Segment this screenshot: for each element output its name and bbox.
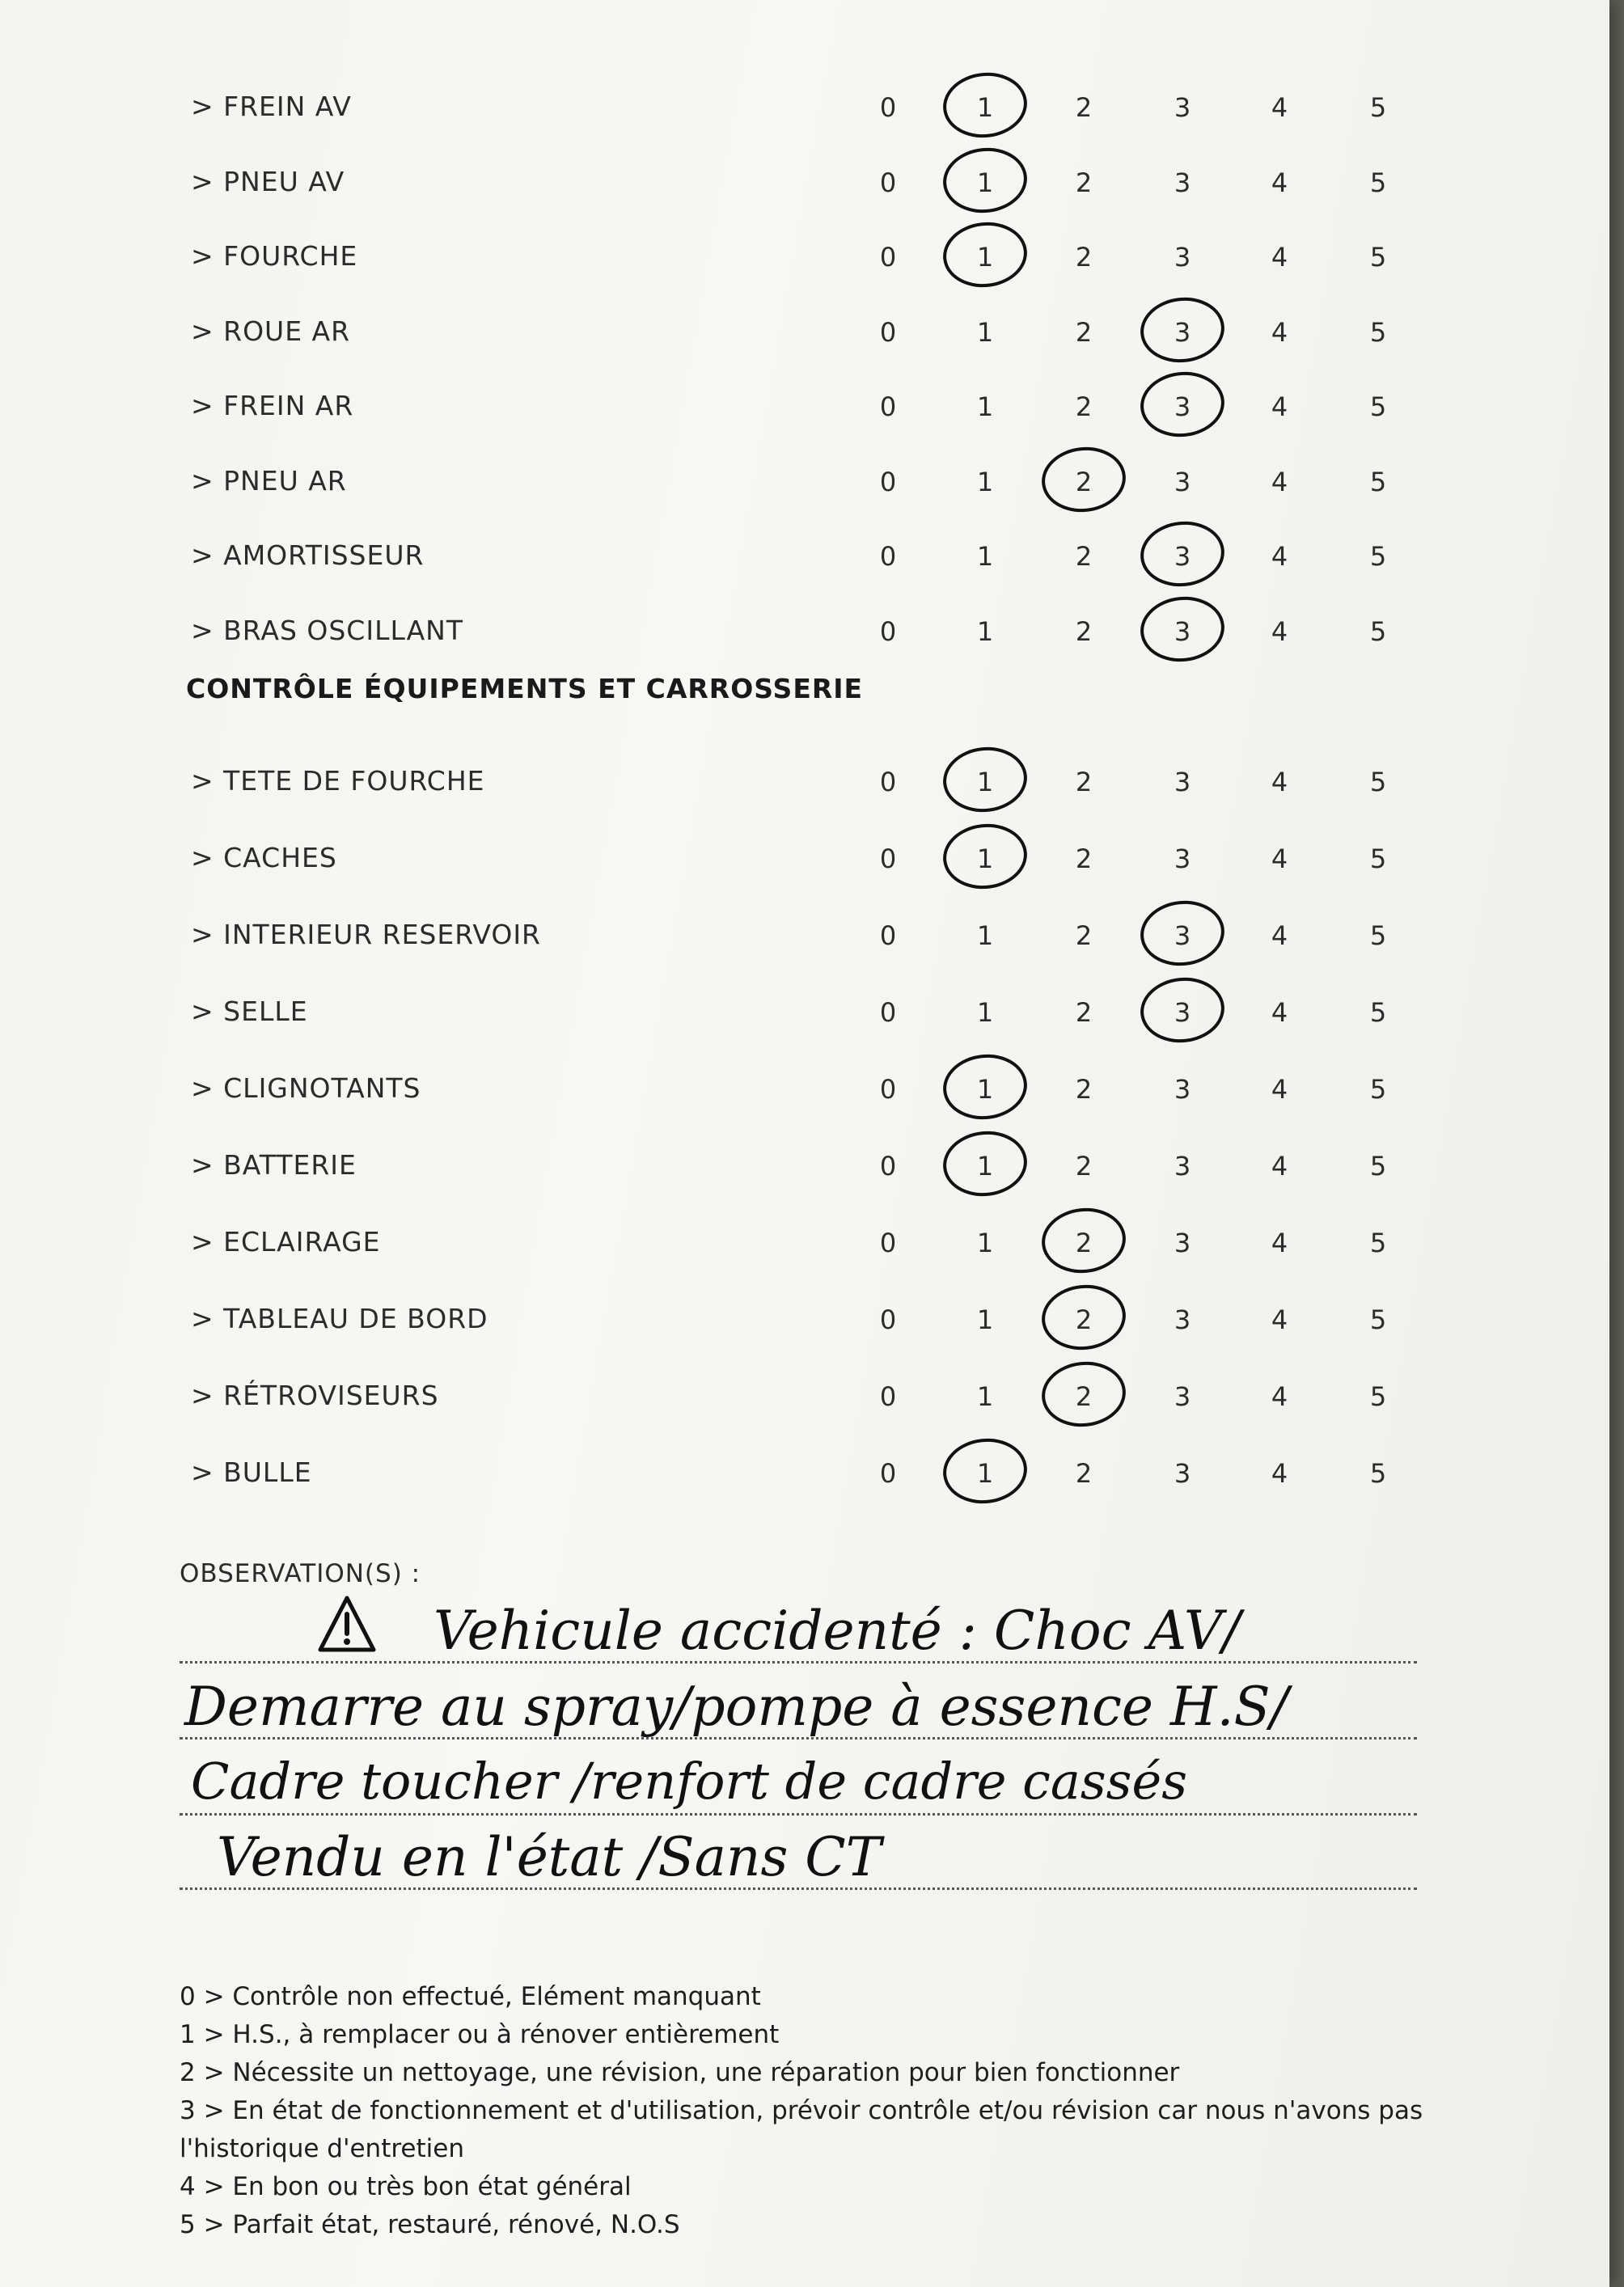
rating-option: 3 [1174, 1304, 1191, 1335]
selected-rating-circle [940, 1127, 1030, 1200]
rating-option: 2 [1075, 1458, 1093, 1489]
rating-row-label: > PNEU AR [191, 464, 347, 497]
rating-row [0, 1440, 1609, 1505]
rating-option: 1 [976, 92, 994, 123]
rating-option: 4 [1271, 843, 1288, 874]
rating-option: 4 [1271, 391, 1288, 422]
legend-item: 1 > H.S., à remplacer ou à rénover entièrement [180, 2020, 780, 2049]
legend-item: 2 > Nécessite un nettoyage, une révision, une réparation pour bien fonctionner [180, 2058, 1180, 2087]
rating-row-label: > RÉTROVISEURS [191, 1380, 439, 1411]
rating-row-label: > ECLAIRAGE [191, 1226, 381, 1258]
rating-option: 0 [879, 1151, 897, 1182]
rating-row-label: > CACHES [191, 842, 337, 873]
rating-row [0, 299, 1609, 364]
rating-option: 3 [1174, 1381, 1191, 1412]
rating-option: 3 [1174, 242, 1191, 273]
rating-legend [180, 1978, 1441, 2244]
rating-option: 2 [1075, 541, 1093, 572]
rating-option: 5 [1369, 843, 1387, 874]
rating-row [0, 598, 1609, 663]
observation-text-3: Cadre toucher /renfort de cadre cassés [191, 1752, 1188, 1811]
rating-option: 0 [879, 167, 897, 198]
rating-option: 0 [879, 1458, 897, 1489]
observation-line [180, 1813, 1417, 1816]
rating-option: 2 [1075, 92, 1093, 123]
rating-option: 3 [1174, 541, 1191, 572]
rating-row [0, 826, 1609, 890]
rating-row [0, 150, 1609, 214]
rating-option: 1 [976, 615, 994, 647]
rating-option: 0 [879, 615, 897, 647]
selected-rating-circle [1038, 1281, 1129, 1354]
rating-option: 2 [1075, 391, 1093, 422]
rating-row [0, 374, 1609, 438]
rating-option: 0 [879, 92, 897, 123]
rating-option: 0 [879, 1304, 897, 1335]
rating-option: 0 [879, 1074, 897, 1105]
observations-label: OBSERVATION(S) : [180, 1559, 421, 1588]
selected-rating-circle [1137, 897, 1228, 970]
rating-option: 1 [976, 767, 994, 797]
rating-option: 0 [879, 391, 897, 422]
rating-option: 2 [1075, 1381, 1093, 1412]
legend-item: 5 > Parfait état, restauré, rénové, N.O.S [180, 2210, 680, 2239]
rating-option: 3 [1174, 1458, 1191, 1489]
rating-option: 3 [1174, 767, 1191, 797]
selected-rating-circle [940, 743, 1030, 816]
rating-option: 4 [1271, 242, 1288, 273]
rating-option: 2 [1075, 1151, 1093, 1182]
rating-option: 5 [1369, 1074, 1387, 1105]
rating-option: 0 [879, 1228, 897, 1258]
rating-option: 5 [1369, 997, 1387, 1028]
rating-option: 1 [976, 466, 994, 497]
rating-option: 1 [976, 391, 994, 422]
rating-option: 5 [1369, 615, 1387, 647]
rating-option: 1 [976, 1151, 994, 1182]
rating-option: 4 [1271, 997, 1288, 1028]
rating-option: 1 [976, 1074, 994, 1105]
rating-option: 0 [879, 843, 897, 874]
rating-option: 3 [1174, 167, 1191, 198]
rating-option: 1 [976, 1458, 994, 1489]
rating-row-label: > PNEU AV [191, 165, 345, 197]
rating-row [0, 749, 1609, 814]
rating-option: 1 [976, 242, 994, 273]
selected-rating-circle [940, 1050, 1030, 1123]
rating-option: 4 [1271, 1304, 1288, 1335]
selected-rating-circle [940, 1435, 1030, 1507]
rating-option: 2 [1075, 316, 1093, 348]
rating-option: 5 [1369, 391, 1387, 422]
rating-option: 1 [976, 167, 994, 198]
selected-rating-circle [1038, 1204, 1129, 1277]
selected-rating-circle [1137, 974, 1228, 1046]
rating-row-label: > CLIGNOTANTS [191, 1072, 421, 1104]
rating-option: 2 [1075, 167, 1093, 198]
rating-option: 1 [976, 1228, 994, 1258]
rating-option: 5 [1369, 316, 1387, 348]
rating-option: 1 [976, 1304, 994, 1335]
observation-text-2: Demarre au spray/pompe à essence H.S/ [184, 1676, 1288, 1738]
rating-option: 2 [1075, 767, 1093, 797]
rating-row-label: > SELLE [191, 996, 308, 1027]
observation-text-4: Vendu en l'état /Sans CT [217, 1826, 882, 1888]
rating-option: 2 [1075, 242, 1093, 273]
selected-rating-circle [940, 69, 1030, 142]
rating-option: 4 [1271, 615, 1288, 647]
rating-option: 2 [1075, 1304, 1093, 1335]
rating-option: 3 [1174, 316, 1191, 348]
rating-row-label: > BRAS OSCILLANT [191, 614, 464, 646]
rating-option: 3 [1174, 997, 1191, 1028]
rating-option: 1 [976, 997, 994, 1028]
rating-option: 5 [1369, 242, 1387, 273]
rating-row-label: > INTERIEUR RESERVOIR [191, 919, 541, 950]
selected-rating-circle [1038, 1358, 1129, 1431]
rating-option: 1 [976, 920, 994, 951]
rating-option: 0 [879, 466, 897, 497]
rating-option: 0 [879, 1381, 897, 1412]
selected-rating-circle [940, 218, 1030, 291]
rating-option: 3 [1174, 843, 1191, 874]
rating-option: 5 [1369, 920, 1387, 951]
rating-option: 1 [976, 843, 994, 874]
legend-item: 4 > En bon ou très bon état général [180, 2172, 632, 2201]
rating-row-label: > BATTERIE [191, 1149, 357, 1181]
rating-option: 0 [879, 242, 897, 273]
rating-row-label: > FREIN AR [191, 390, 354, 421]
rating-row [0, 224, 1609, 289]
rating-option: 4 [1271, 1074, 1288, 1105]
selected-rating-circle [1137, 518, 1228, 590]
rating-option: 2 [1075, 920, 1093, 951]
rating-row [0, 1363, 1609, 1428]
rating-option: 0 [879, 316, 897, 348]
rating-row-label: > ROUE AR [191, 315, 351, 347]
rating-option: 4 [1271, 767, 1288, 797]
rating-option: 5 [1369, 1151, 1387, 1182]
rating-option: 0 [879, 541, 897, 572]
selected-rating-circle [1137, 592, 1228, 665]
rating-option: 4 [1271, 167, 1288, 198]
rating-option: 5 [1369, 767, 1387, 797]
rating-option: 2 [1075, 615, 1093, 647]
rating-row [0, 1133, 1609, 1198]
rating-row-label: > TABLEAU DE BORD [191, 1303, 488, 1334]
rating-option: 3 [1174, 1228, 1191, 1258]
rating-option: 0 [879, 767, 897, 797]
rating-option: 3 [1174, 1151, 1191, 1182]
rating-option: 1 [976, 541, 994, 572]
rating-row-label: > FOURCHE [191, 240, 358, 272]
rating-option: 0 [879, 997, 897, 1028]
rating-option: 4 [1271, 1381, 1288, 1412]
legend-item: 3 > En état de fonctionnement et d'utilisation, prévoir contrôle et/ou révision car nous n'avons pas l'historique d'entretien [180, 2096, 1423, 2163]
rating-option: 3 [1174, 1074, 1191, 1105]
rating-row [0, 449, 1609, 514]
rating-option: 4 [1271, 316, 1288, 348]
rating-option: 0 [879, 920, 897, 951]
rating-row [0, 1287, 1609, 1351]
rating-option: 5 [1369, 541, 1387, 572]
rating-option: 4 [1271, 920, 1288, 951]
rating-option: 3 [1174, 92, 1191, 123]
rating-option: 1 [976, 1381, 994, 1412]
rating-option: 2 [1075, 466, 1093, 497]
rating-option: 3 [1174, 466, 1191, 497]
rating-row [0, 523, 1609, 588]
rating-option: 5 [1369, 1304, 1387, 1335]
rating-option: 2 [1075, 1074, 1093, 1105]
rating-option: 5 [1369, 92, 1387, 123]
rating-option: 4 [1271, 92, 1288, 123]
rating-option: 2 [1075, 997, 1093, 1028]
selected-rating-circle [940, 820, 1030, 893]
rating-option: 4 [1271, 1228, 1288, 1258]
rating-option: 3 [1174, 920, 1191, 951]
rating-option: 4 [1271, 466, 1288, 497]
rating-row-label: > TETE DE FOURCHE [191, 765, 485, 797]
rating-row [0, 903, 1609, 967]
observation-text-1: Vehicule accidenté : Choc AV/ [433, 1600, 1241, 1662]
rating-row [0, 1056, 1609, 1121]
rating-option: 4 [1271, 1151, 1288, 1182]
rating-option: 5 [1369, 1381, 1387, 1412]
rating-option: 5 [1369, 1228, 1387, 1258]
selected-rating-circle [1137, 293, 1228, 366]
rating-option: 5 [1369, 167, 1387, 198]
rating-row [0, 979, 1609, 1044]
section-title: CONTRÔLE ÉQUIPEMENTS ET CARROSSERIE [186, 673, 864, 704]
rating-row-label: > FREIN AV [191, 91, 352, 122]
warning-triangle-icon [317, 1595, 377, 1653]
rating-option: 3 [1174, 391, 1191, 422]
rating-row [0, 74, 1609, 139]
rating-row [0, 1210, 1609, 1275]
rating-row-label: > BULLE [191, 1456, 312, 1488]
rating-option: 3 [1174, 615, 1191, 647]
rating-option: 2 [1075, 843, 1093, 874]
selected-rating-circle [1038, 442, 1129, 515]
rating-option: 1 [976, 316, 994, 348]
rating-option: 4 [1271, 1458, 1288, 1489]
rating-option: 2 [1075, 1228, 1093, 1258]
rating-option: 4 [1271, 541, 1288, 572]
selected-rating-circle [1137, 368, 1228, 441]
rating-option: 5 [1369, 1458, 1387, 1489]
selected-rating-circle [940, 143, 1030, 216]
rating-option: 5 [1369, 466, 1387, 497]
rating-row-label: > AMORTISSEUR [191, 539, 425, 571]
legend-item: 0 > Contrôle non effectué, Elément manquant [180, 1982, 761, 2011]
